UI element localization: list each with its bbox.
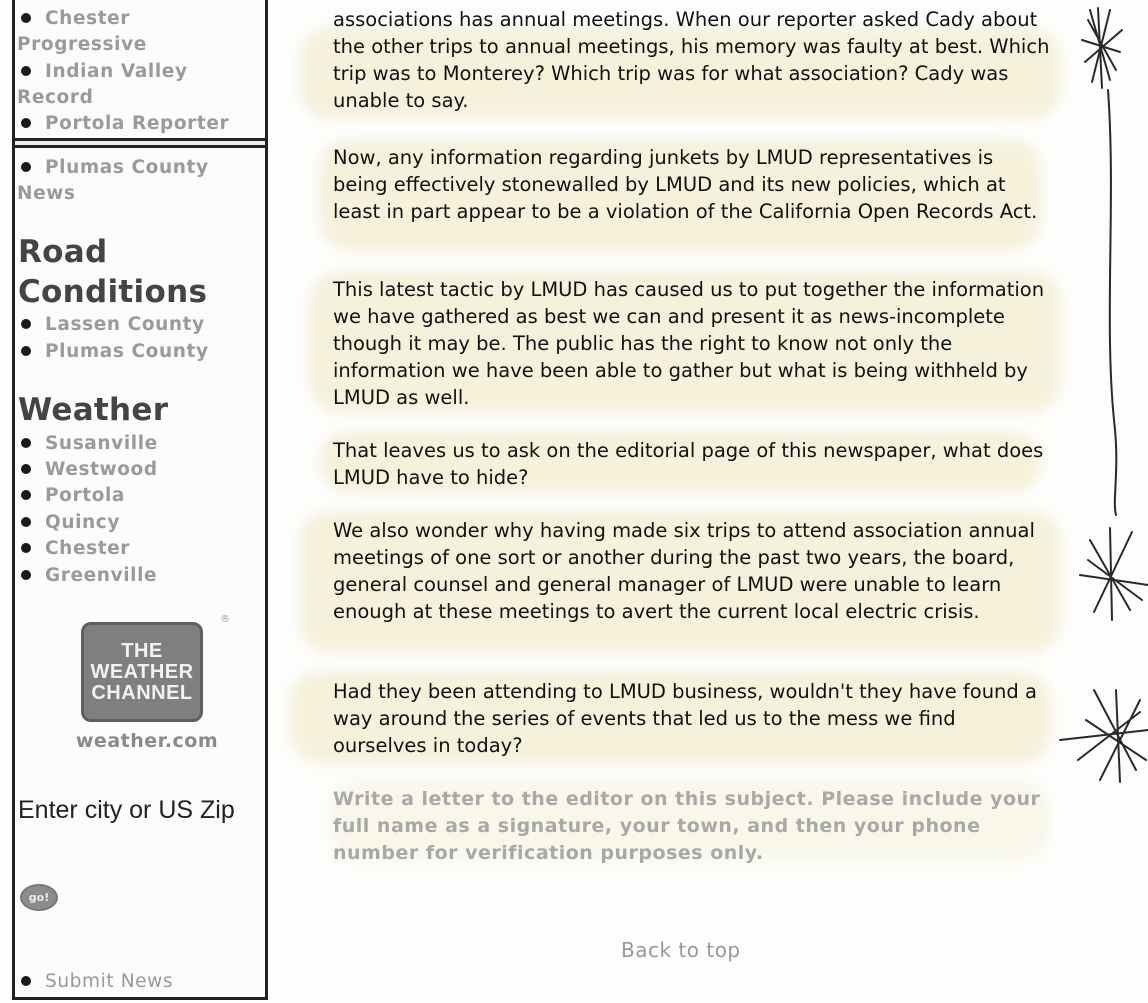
road-conditions-heading: Road Conditions [18,234,208,310]
bullet-icon [21,976,31,986]
weather-channel-logo[interactable] [81,622,203,722]
letter-to-editor-prompt: Write a letter to the editor on this subject. Please include your full name as a signature, your town, and then your phone number for verification purposes only. [333,788,1041,864]
handwritten-marks [1050,0,1148,1003]
weather-com-link[interactable]: weather.com [75,730,219,752]
article-paragraph: associations has annual meetings. When our reporter asked Cady about the other trips to annual meetings, his memory was faulty at best. Which trip was to Monterey? Which trip was for what association? Cady was unable to say. [333,8,1050,112]
sidebar-link-weather-greenville[interactable]: Greenville [17,563,263,589]
sidebar-divider [15,138,265,148]
city-zip-input[interactable] [18,794,264,826]
article-paragraph: Had they been attending to LMUD business, wouldn't they have found a way around the series of events that led us to the mess we find ourselves in today? [333,680,1037,757]
sidebar-link-submit-news[interactable]: Submit News [17,969,263,995]
sidebar-link-weather-susanville[interactable]: Susanville [17,431,263,457]
article-paragraph: That leaves us to ask on the editorial page of this newspaper, what does LMUD have to hide? [333,439,1044,489]
sidebar-link-plumas-county-news[interactable]: Plumas County News [17,157,209,204]
bullet-icon [21,346,31,356]
article-paragraph: We also wonder why having made six trips to attend association annual meetings of one sort or another during the past two years, the board, general counsel and general manager of LMUD were unable to learn enough at these meetings to avert the current local electric crisis. [333,519,1035,623]
bullet-icon [21,118,31,128]
bullet-icon [21,319,31,329]
sidebar-link-road-plumas-county[interactable]: Plumas County [17,339,263,365]
article-paragraph: Now, any information regarding junkets by LMUD representatives is being effectively stonewalled by LMUD and its new policies, which at least in part appear to be a violation of the California Open Records Act. [333,146,1038,223]
back-to-top-link[interactable]: Back to top [621,938,741,962]
bullet-icon [21,490,31,500]
bullet-icon [21,464,31,474]
sidebar-link-indian-valley-record[interactable]: Indian Valley Record [17,61,188,108]
go-button[interactable]: go! [20,884,58,911]
bullet-icon [21,438,31,448]
sidebar-link-road-lassen-county[interactable]: Lassen County [17,312,263,338]
sidebar-link-weather-quincy[interactable]: Quincy [17,510,263,536]
bullet-icon [21,517,31,527]
logo-line: THE [121,639,163,662]
bullet-icon [21,570,31,580]
bullet-icon [21,13,31,23]
sidebar [12,0,268,1000]
bullet-icon [21,66,31,76]
article-paragraph: This latest tactic by LMUD has caused us to put together the information we have gathered as best we can and present it as news-incomplete though it may be. The public has the right to know not only the information we have been able to gather but what is being withheld by LMUD as well. [333,278,1045,409]
sidebar-link-weather-portola[interactable]: Portola [17,483,263,509]
sidebar-link-portola-reporter[interactable]: Portola Reporter [17,111,263,137]
sidebar-link-weather-westwood[interactable]: Westwood [17,457,263,483]
logo-line: WEATHER [90,660,194,683]
registered-mark: ® [220,614,230,625]
bullet-icon [21,543,31,553]
sidebar-link-chester-progressive[interactable]: Chester Progressive [17,8,147,55]
weather-heading: Weather [18,392,169,428]
sidebar-link-weather-chester[interactable]: Chester [17,536,263,562]
logo-line: CHANNEL [91,681,193,704]
bullet-icon [21,162,31,172]
